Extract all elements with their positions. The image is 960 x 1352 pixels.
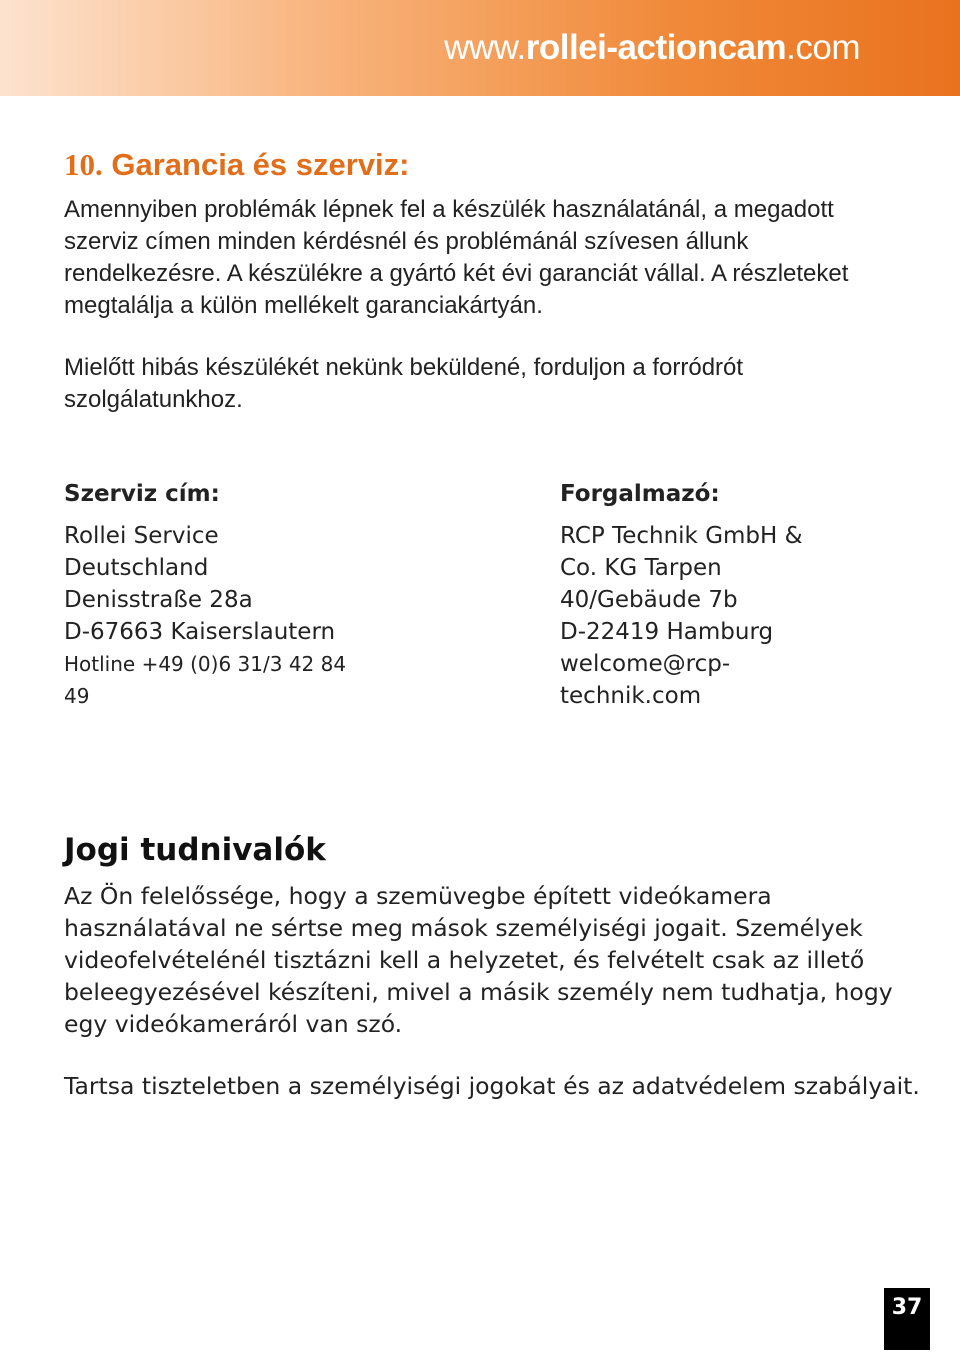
distributor-heading: Forgalmazó: [560,481,720,507]
distributor-email-line: welcome@rcp- [560,651,731,677]
distributor-line: D-22419 Hamburg [560,619,774,645]
section-number: 10. [64,147,103,182]
address-line: Deutschland [64,555,209,581]
address-line: D-67663 Kaiserslautern [64,619,336,645]
distributor-line: RCP Technik GmbH & [560,523,803,549]
distributor-line: Co. KG Tarpen [560,555,722,581]
url-suffix: .com [786,28,860,67]
legal-section-title: Jogi tudnivalók [64,832,326,868]
page-number: 37 [884,1288,930,1350]
header-bar [0,0,960,96]
distributor-block [560,478,830,712]
section-title-text: Garancia és szerviz: [111,147,410,182]
address-line: Denisstraße 28a [64,587,253,613]
legal-closing-paragraph: Tartsa tiszteletben a személyiségi jogokat és az adatvédelem szabályait. [64,1072,920,1100]
website-url [444,28,860,68]
distributor-email-line: technik.com [560,683,702,709]
service-address-block [64,478,384,712]
hotline-line: Hotline +49 (0)6 31/3 42 84 [64,652,347,676]
url-prefix: www. [444,28,526,67]
service-address-heading: Szerviz cím: [64,481,220,507]
warranty-paragraph: Amennyiben problémák lépnek fel a készülék használatánál, a megadott szerviz címen minden kérdésnél és problémánál szívesen állunk rendelkezésre. A készülékre a gyártó két évi garanciát vállal. A részleteket megtalálja a külön mellékelt garanciakártyán. [64,196,849,319]
warranty-section-title [64,146,410,184]
legal-paragraph: Az Ön felelőssége, hogy a szemüvegbe épített videókamera használatával ne sértse meg mások személyiségi jogait. Személyek videofelvételénél tisztázni kell a helyzetet, és felvételt csak az illető beleegyezésével készíteni, mivel a másik személy nem tudhatja, hogy egy videókameráról van szó. [64,882,893,1038]
distributor-line: 40/Gebäude 7b [560,587,738,613]
address-line: Rollei Service [64,523,219,549]
url-brand: rollei-actioncam [525,28,787,67]
hotline-line-continued: 49 [64,684,90,708]
hotline-paragraph: Mielőtt hibás készülékét nekünk beküldené, forduljon a forródrót szolgálatunkhoz. [64,354,744,413]
